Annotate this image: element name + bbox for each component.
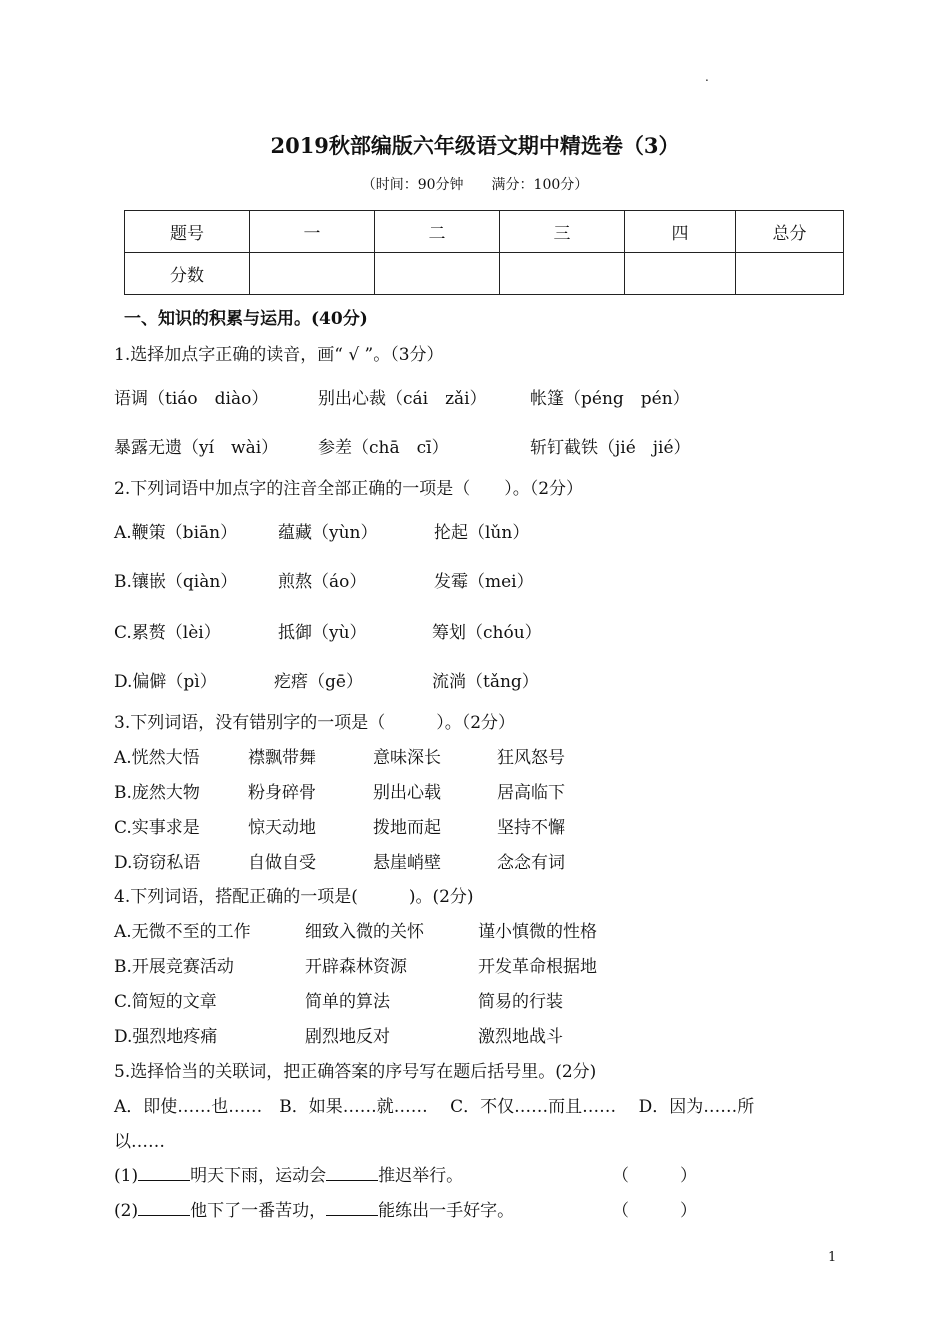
q5-options-line: A．即使……也…… B．如果……就…… C．不仅……而且…… D．因为……所 bbox=[114, 1097, 755, 1117]
q2-option: 抵御（yù） bbox=[278, 623, 367, 643]
q4-option: 简单的算法 bbox=[305, 992, 390, 1012]
q3-option: 居高临下 bbox=[497, 783, 565, 803]
q4-option: 开发革命根据地 bbox=[478, 957, 597, 977]
q2-option: 流淌（tǎng） bbox=[432, 672, 539, 692]
answer-blank[interactable] bbox=[326, 1164, 378, 1181]
q2-option: 煎熬（áo） bbox=[278, 572, 367, 592]
q2-option: 蕴藏（yùn） bbox=[278, 523, 378, 543]
q2-option: 筹划（chóu） bbox=[432, 623, 542, 643]
table-cell: 总分 bbox=[736, 211, 844, 253]
item-number: (2) bbox=[114, 1201, 139, 1221]
q3-option: 悬崖峭壁 bbox=[373, 853, 441, 873]
question-3-stem: 3.下列词语，没有错别字的一项是（ ）。（2分） bbox=[114, 713, 516, 733]
q3-option: 拨地而起 bbox=[373, 818, 441, 838]
q1-option: 斩钉截铁（jié jié） bbox=[530, 438, 691, 458]
q3-option: 自做自受 bbox=[248, 853, 316, 873]
score-cell bbox=[250, 253, 375, 295]
answer-blank[interactable] bbox=[326, 1199, 378, 1216]
page-title: 2019秋部编版六年级语文期中精选卷（3） bbox=[270, 133, 680, 158]
table-cell: 四 bbox=[625, 211, 736, 253]
question-2-stem: 2.下列词语中加点字的注音全部正确的一项是（ ）。（2分） bbox=[114, 479, 584, 499]
question-5-stem: 5.选择恰当的关联词，把正确答案的序号写在题后括号里。(2分) bbox=[114, 1062, 597, 1082]
q3-option: 襟飘带舞 bbox=[248, 748, 316, 768]
q2-option: 疙瘩（gē） bbox=[274, 672, 363, 692]
table-cell: 三 bbox=[500, 211, 625, 253]
q1-option: 参差（chā cī） bbox=[318, 438, 449, 458]
q2-option: D.偏僻（pì） bbox=[114, 672, 217, 692]
q3-option: D.窃窃私语 bbox=[114, 853, 201, 873]
question-4-stem: 4.下列词语，搭配正确的一项是( )。(2分) bbox=[114, 887, 474, 907]
q3-option: 粉身碎骨 bbox=[248, 783, 316, 803]
q3-option: C.实事求是 bbox=[114, 818, 200, 838]
q1-option: 暴露无遗（yí wài） bbox=[114, 438, 279, 458]
score-table-header-row bbox=[125, 211, 844, 253]
q2-option: 发霉（mei） bbox=[434, 572, 534, 592]
q5-item-1 bbox=[114, 1161, 463, 1186]
item-text: 推迟举行。 bbox=[378, 1166, 464, 1186]
q3-option: 狂风怒号 bbox=[497, 748, 565, 768]
answer-blank[interactable] bbox=[138, 1164, 190, 1181]
question-1-stem: 1.选择加点字正确的读音，画“ √ ”。（3分） bbox=[114, 345, 444, 365]
q3-option: B.庞然大物 bbox=[114, 783, 200, 803]
section-heading: 一、知识的积累与运用。(40分) bbox=[124, 309, 368, 329]
table-cell: 分数 bbox=[125, 253, 250, 295]
q3-option: 意味深长 bbox=[373, 748, 441, 768]
score-cell bbox=[500, 253, 625, 295]
q4-option: A.无微不至的工作 bbox=[114, 922, 251, 942]
q3-option: 坚持不懈 bbox=[497, 818, 565, 838]
item-text: 他下了一番苦功， bbox=[190, 1201, 327, 1221]
q4-option: D.强烈地疼痛 bbox=[114, 1027, 218, 1047]
q3-option: 惊天动地 bbox=[248, 818, 316, 838]
score-cell bbox=[375, 253, 500, 295]
q3-option: 别出心载 bbox=[373, 783, 441, 803]
q4-option: 谨小慎微的性格 bbox=[478, 922, 597, 942]
item-text: 明天下雨，运动会 bbox=[190, 1166, 327, 1186]
q4-option: C.简短的文章 bbox=[114, 992, 217, 1012]
q5-item-2 bbox=[114, 1196, 514, 1221]
q4-option: 简易的行装 bbox=[478, 992, 563, 1012]
q1-option: 帐篷（péng pén） bbox=[530, 389, 690, 409]
table-cell: 二 bbox=[375, 211, 500, 253]
score-cell bbox=[625, 253, 736, 295]
answer-parentheses[interactable]: （ ） bbox=[612, 1201, 697, 1221]
table-cell: 题号 bbox=[125, 211, 250, 253]
item-number: (1) bbox=[114, 1166, 139, 1186]
q3-option: A.恍然大悟 bbox=[114, 748, 200, 768]
q3-option: 念念有词 bbox=[497, 853, 565, 873]
score-table bbox=[124, 210, 844, 295]
q4-option: B.开展竞赛活动 bbox=[114, 957, 234, 977]
q2-option: A.鞭策（biān） bbox=[114, 523, 238, 543]
q4-option: 激烈地战斗 bbox=[478, 1027, 563, 1047]
q2-option: 抡起（lǔn） bbox=[434, 523, 530, 543]
q5-options-line: 以…… bbox=[114, 1132, 165, 1152]
item-text: 能练出一手好字。 bbox=[378, 1201, 515, 1221]
q4-option: 开辟森林资源 bbox=[305, 957, 407, 977]
q4-option: 细致入微的关怀 bbox=[305, 922, 424, 942]
score-cell bbox=[736, 253, 844, 295]
page-number: 1 bbox=[828, 1250, 837, 1265]
page-subtitle: （时间：90分钟 满分：100分） bbox=[361, 177, 589, 193]
q1-option: 别出心裁（cái zǎi） bbox=[318, 389, 487, 409]
q1-option: 语调（tiáo diào） bbox=[114, 389, 269, 409]
answer-blank[interactable] bbox=[138, 1199, 190, 1216]
q4-option: 剧烈地反对 bbox=[305, 1027, 390, 1047]
score-table-score-row bbox=[125, 253, 844, 295]
table-cell: 一 bbox=[250, 211, 375, 253]
q2-option: C.累赘（lèi） bbox=[114, 623, 221, 643]
q2-option: B.镶嵌（qiàn） bbox=[114, 572, 238, 592]
header-dot: . bbox=[705, 70, 709, 84]
answer-parentheses[interactable]: （ ） bbox=[612, 1166, 697, 1186]
